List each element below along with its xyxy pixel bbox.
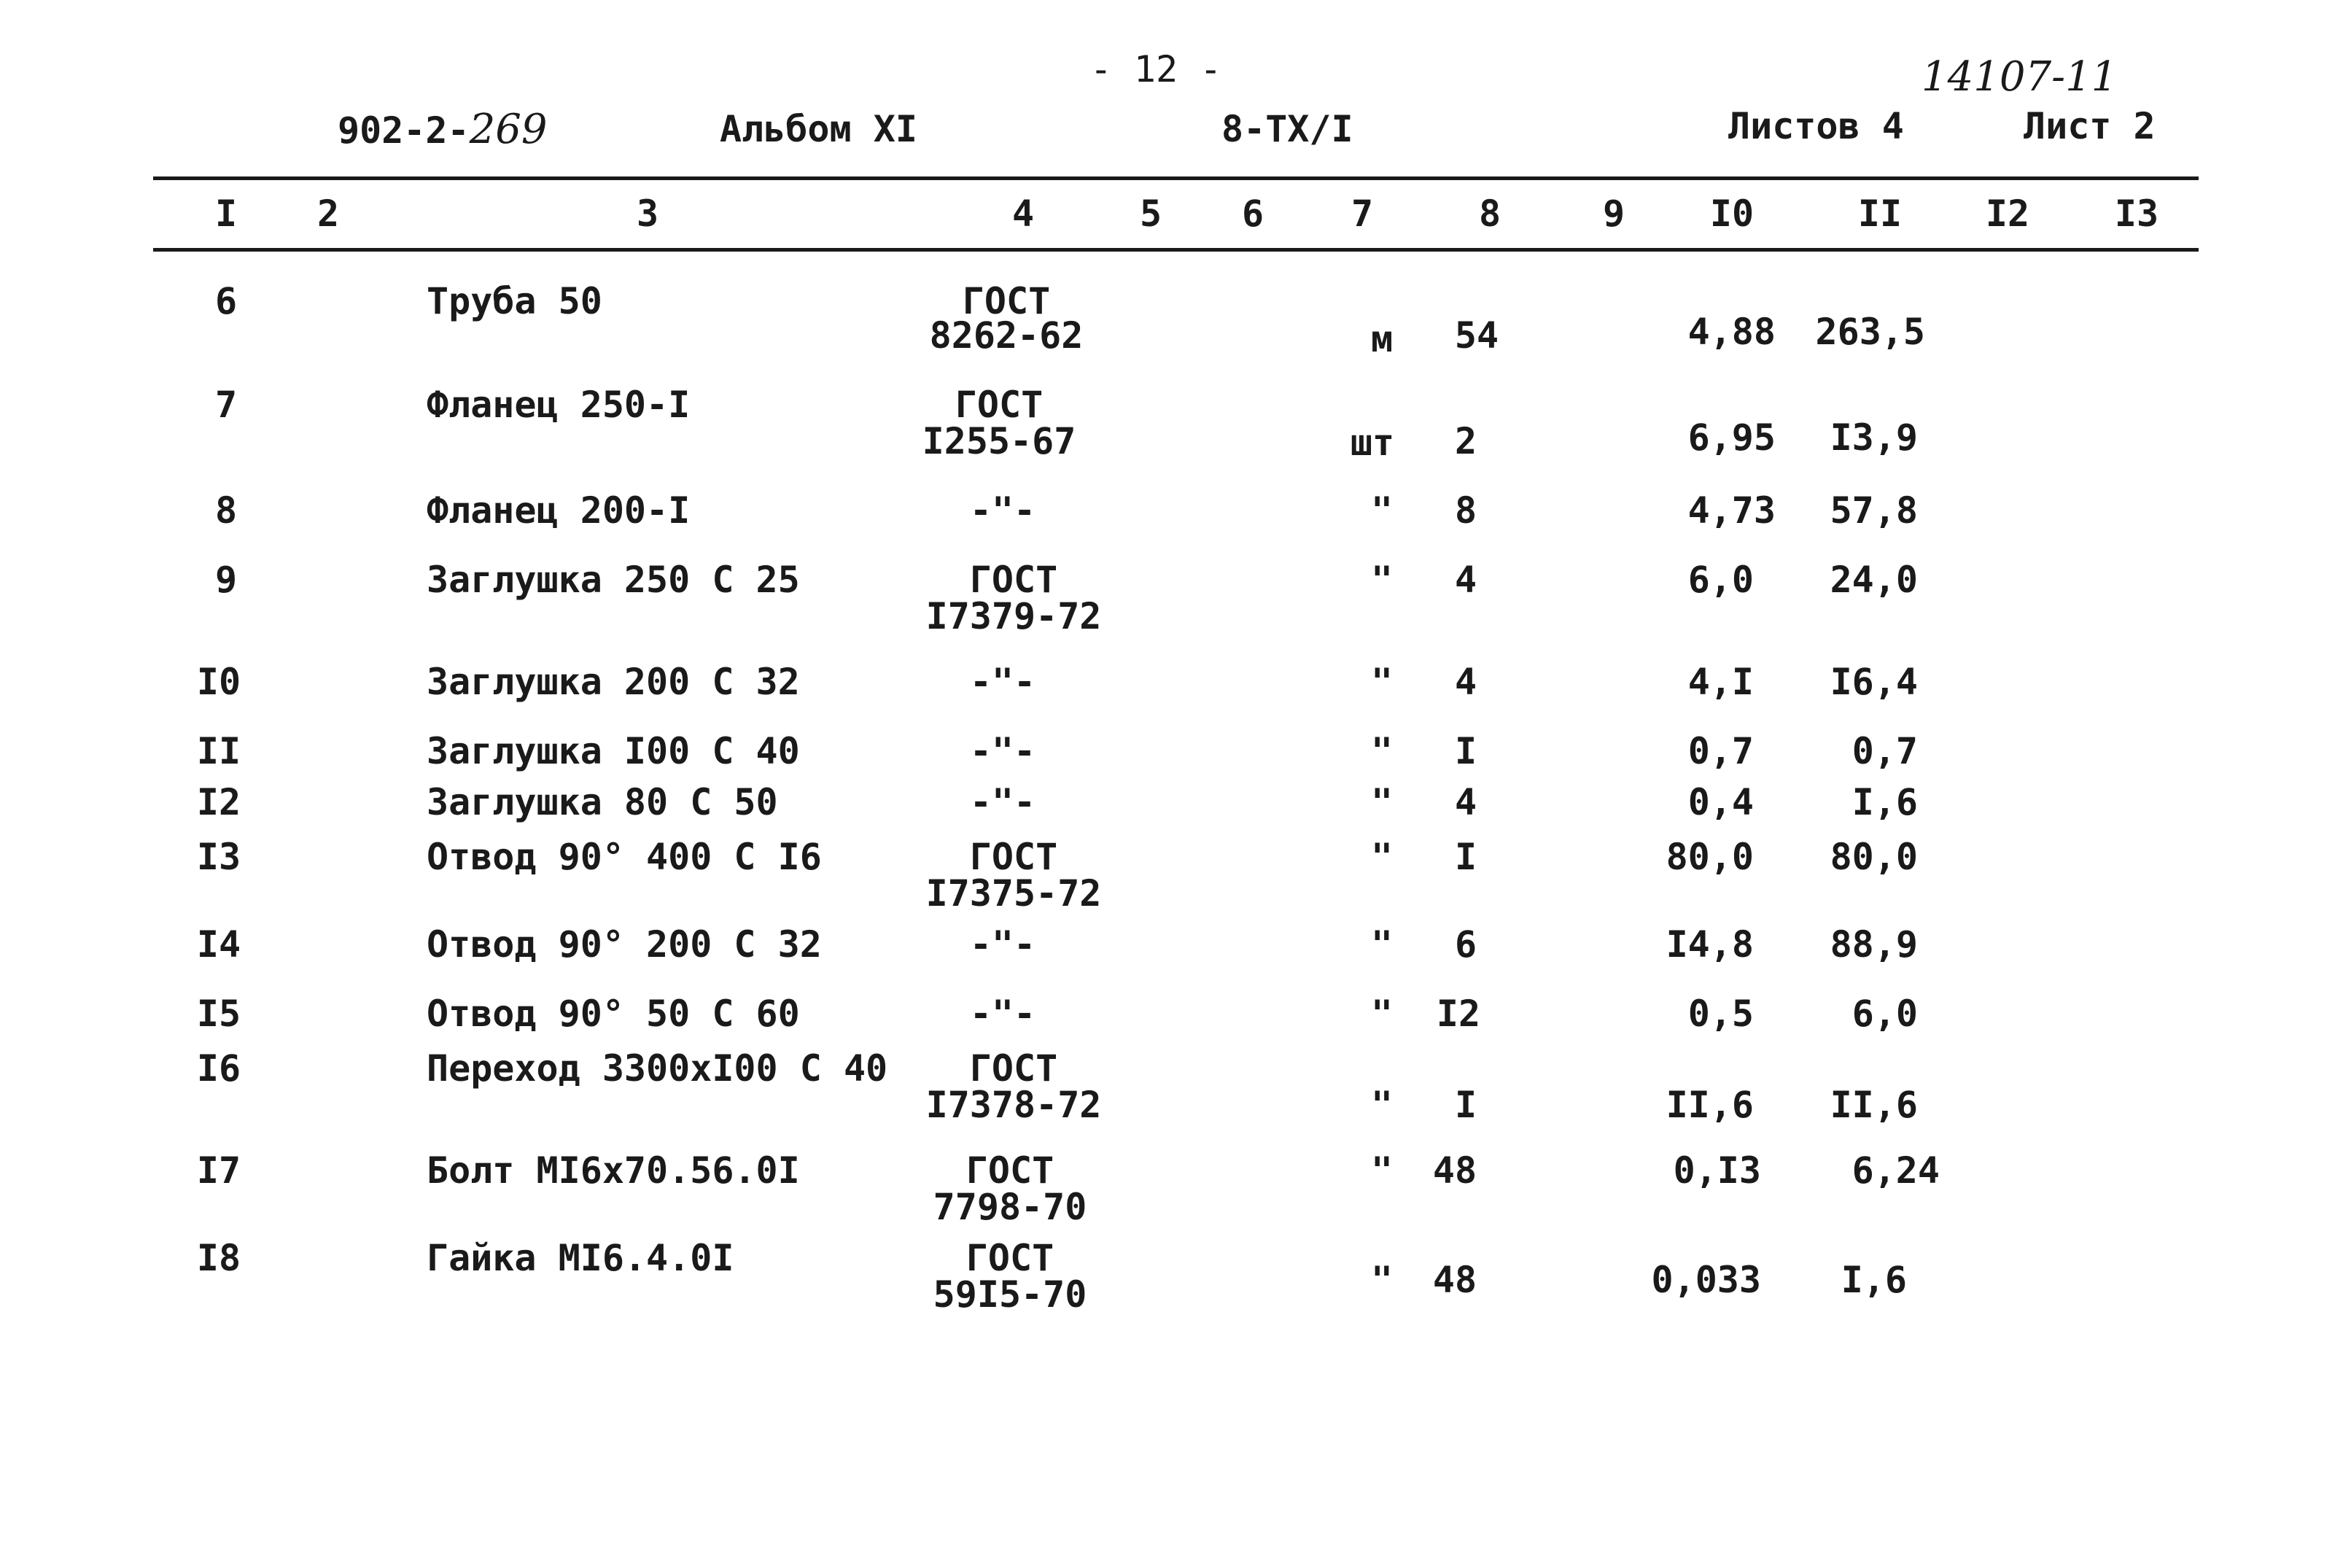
unit: " bbox=[1370, 489, 1394, 532]
unit: шт bbox=[1350, 422, 1395, 464]
unit: м bbox=[1370, 318, 1394, 360]
unit-mass: 4,88 bbox=[1687, 311, 1776, 353]
row-number: I2 bbox=[196, 781, 241, 823]
item-name: Гайка МI6.4.0I bbox=[427, 1237, 734, 1279]
gost-line: ГОСТ bbox=[965, 1237, 1054, 1279]
column-header: I bbox=[214, 193, 238, 235]
quantity: 48 bbox=[1432, 1149, 1477, 1192]
total-mass: 0,7 bbox=[1852, 730, 1918, 772]
total-mass: 80,0 bbox=[1830, 836, 1918, 878]
unit: " bbox=[1370, 730, 1394, 772]
unit: " bbox=[1370, 559, 1394, 601]
quantity: I2 bbox=[1436, 993, 1481, 1035]
unit: " bbox=[1370, 836, 1394, 878]
gost-line: 59I5-70 bbox=[933, 1273, 1087, 1316]
unit: " bbox=[1370, 993, 1394, 1035]
quantity: I bbox=[1454, 730, 1477, 772]
row-number: 7 bbox=[214, 384, 238, 426]
item-name: Отвод 90° 200 С 32 bbox=[427, 923, 822, 966]
column-header: II bbox=[1857, 193, 1903, 235]
item-name: Фланец 200-I bbox=[427, 489, 691, 532]
row-number: 9 bbox=[214, 559, 238, 601]
unit-mass: 6,0 bbox=[1687, 559, 1754, 601]
quantity: I bbox=[1454, 836, 1477, 878]
total-mass: 6,0 bbox=[1852, 993, 1918, 1035]
gost-line: I7375-72 bbox=[925, 872, 1102, 915]
total-mass: II,6 bbox=[1830, 1084, 1918, 1126]
item-name: Труба 50 bbox=[427, 280, 602, 322]
header-top-rule bbox=[153, 176, 2199, 180]
total-mass: 263,5 bbox=[1815, 311, 1925, 353]
album-label: Альбом XI bbox=[720, 108, 917, 150]
item-name: Заглушка I00 С 40 bbox=[427, 730, 800, 772]
gost-line: -"- bbox=[969, 730, 1036, 772]
gost-line: ГОСТ bbox=[955, 384, 1044, 426]
row-number: I0 bbox=[196, 661, 241, 703]
quantity: 4 bbox=[1454, 781, 1477, 823]
column-header: I2 bbox=[1985, 193, 2030, 235]
unit-mass: 0,7 bbox=[1687, 730, 1754, 772]
row-number: 8 bbox=[214, 489, 238, 532]
quantity: 54 bbox=[1454, 314, 1499, 357]
unit-mass: I4,8 bbox=[1666, 923, 1754, 966]
gost-line: ГОСТ bbox=[969, 836, 1058, 878]
unit-mass: 4,I bbox=[1687, 661, 1754, 703]
row-number: I5 bbox=[196, 993, 241, 1035]
unit-mass: II,6 bbox=[1666, 1084, 1754, 1126]
total-mass: I3,9 bbox=[1830, 416, 1918, 459]
column-header: I3 bbox=[2114, 193, 2159, 235]
gost-line: -"- bbox=[969, 489, 1036, 532]
gost-line: -"- bbox=[969, 661, 1036, 703]
unit-mass: 0,033 bbox=[1651, 1259, 1761, 1301]
column-header: 6 bbox=[1241, 193, 1264, 235]
gost-line: I7378-72 bbox=[925, 1084, 1102, 1126]
gost-line: -"- bbox=[969, 781, 1036, 823]
gost-line: ГОСТ bbox=[965, 1149, 1054, 1192]
item-name: Заглушка 200 С 32 bbox=[427, 661, 800, 703]
quantity: 4 bbox=[1454, 559, 1477, 601]
row-number: I6 bbox=[196, 1047, 241, 1090]
quantity: 8 bbox=[1454, 489, 1477, 532]
row-number: II bbox=[196, 730, 241, 772]
unit-mass: 4,73 bbox=[1687, 489, 1776, 532]
gost-line: ГОСТ bbox=[962, 280, 1051, 322]
total-mass: 57,8 bbox=[1830, 489, 1918, 532]
unit: " bbox=[1370, 1149, 1394, 1192]
column-header: 5 bbox=[1139, 193, 1162, 235]
page-number: - 12 - bbox=[1089, 48, 1222, 90]
unit: " bbox=[1370, 1084, 1394, 1126]
gost-line: -"- bbox=[969, 993, 1036, 1035]
section-label: 8-ТХ/I bbox=[1221, 108, 1353, 150]
column-header: 3 bbox=[636, 193, 659, 235]
item-name: Отвод 90° 50 С 60 bbox=[427, 993, 800, 1035]
column-header: I0 bbox=[1709, 193, 1755, 235]
column-header: 2 bbox=[316, 193, 340, 235]
column-header: 4 bbox=[1011, 193, 1035, 235]
row-number: I8 bbox=[196, 1237, 241, 1279]
quantity: 6 bbox=[1454, 923, 1477, 966]
item-name: Переход 3300xI00 С 40 bbox=[427, 1047, 888, 1090]
unit: " bbox=[1370, 781, 1394, 823]
row-number: I7 bbox=[196, 1149, 241, 1192]
document-code-handwritten: 269 bbox=[469, 106, 548, 153]
gost-line: ГОСТ bbox=[969, 1047, 1058, 1090]
quantity: 2 bbox=[1454, 420, 1477, 462]
total-mass: 88,9 bbox=[1830, 923, 1918, 966]
total-mass: 6,24 bbox=[1852, 1149, 1940, 1192]
unit: " bbox=[1370, 661, 1394, 703]
total-mass: I6,4 bbox=[1830, 661, 1918, 703]
gost-line: I7379-72 bbox=[925, 595, 1102, 637]
quantity: 4 bbox=[1454, 661, 1477, 703]
gost-line: ГОСТ bbox=[969, 559, 1058, 601]
quantity: 48 bbox=[1432, 1259, 1477, 1301]
unit-mass: 0,I3 bbox=[1673, 1149, 1761, 1192]
gost-line: -"- bbox=[969, 923, 1036, 966]
unit-mass: 0,5 bbox=[1687, 993, 1754, 1035]
unit-mass: 6,95 bbox=[1687, 416, 1776, 459]
item-name: Болт МI6x70.56.0I bbox=[427, 1149, 800, 1192]
unit: " bbox=[1370, 923, 1394, 966]
document-code-prefix: 902-2- bbox=[338, 109, 470, 152]
row-number: I4 bbox=[196, 923, 241, 966]
total-mass: I,6 bbox=[1841, 1259, 1907, 1301]
document-code bbox=[338, 106, 548, 153]
item-name: Заглушка 250 С 25 bbox=[427, 559, 800, 601]
unit: " bbox=[1370, 1259, 1394, 1301]
column-header: 8 bbox=[1478, 193, 1501, 235]
total-mass: I,6 bbox=[1852, 781, 1918, 823]
column-header: 9 bbox=[1602, 193, 1625, 235]
gost-line: I255-67 bbox=[922, 420, 1076, 462]
row-number: 6 bbox=[214, 280, 238, 322]
quantity: I bbox=[1454, 1084, 1477, 1126]
column-header: 7 bbox=[1351, 193, 1374, 235]
row-number: I3 bbox=[196, 836, 241, 878]
total-mass: 24,0 bbox=[1830, 559, 1918, 601]
item-name: Отвод 90° 400 С I6 bbox=[427, 836, 822, 878]
handwritten-reference: 14107-11 bbox=[1922, 53, 2118, 101]
unit-mass: 0,4 bbox=[1687, 781, 1754, 823]
gost-line: 8262-62 bbox=[929, 314, 1084, 357]
item-name: Заглушка 80 С 50 bbox=[427, 781, 778, 823]
sheets-count: Листов 4 bbox=[1728, 105, 1904, 147]
gost-line: 7798-70 bbox=[933, 1186, 1087, 1228]
item-name: Фланец 250-I bbox=[427, 384, 691, 426]
sheet-number: Лист 2 bbox=[2024, 105, 2156, 147]
unit-mass: 80,0 bbox=[1666, 836, 1754, 878]
header-bottom-rule bbox=[153, 248, 2199, 252]
